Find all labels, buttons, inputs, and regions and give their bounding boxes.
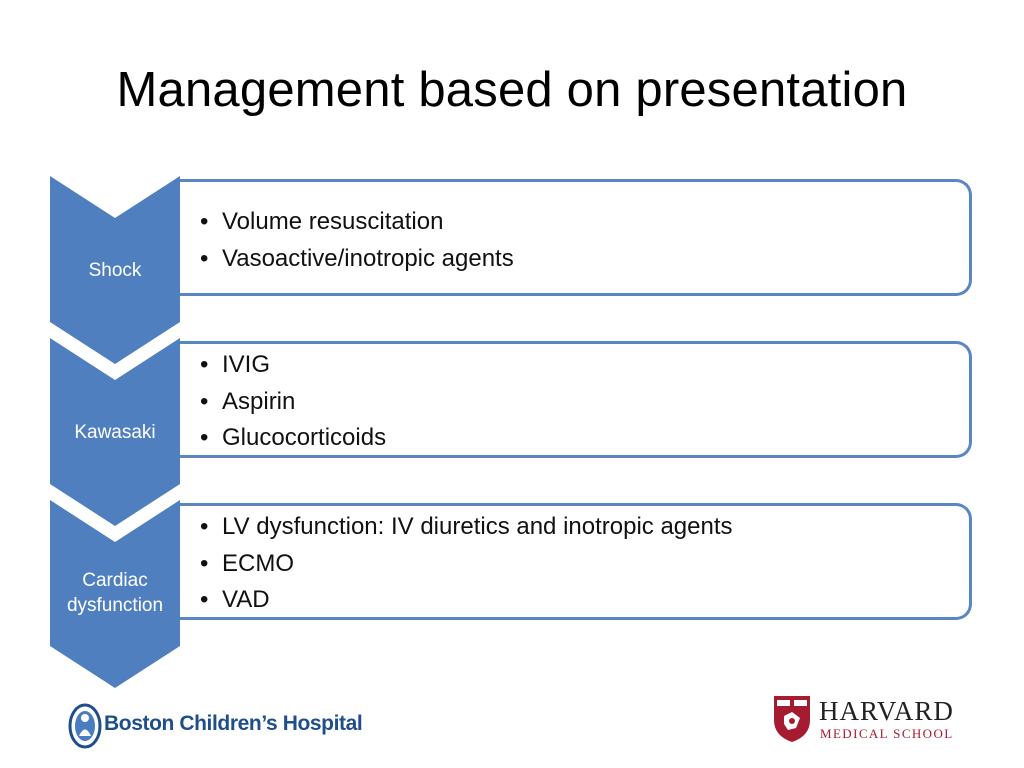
bullet-icon: • [200, 208, 209, 235]
list-item: • LV dysfunction: IV diuretics and inotropic agents [200, 509, 733, 546]
chevron-cardiac-dysfunction [50, 500, 180, 688]
list-item: • Glucocorticoids [200, 420, 386, 457]
slide-title: Management based on presentation [116, 63, 908, 117]
list-item: • VAD [200, 582, 733, 619]
chevron-label: Kawasaki [74, 422, 156, 443]
boston-childrens-logo [68, 703, 363, 749]
bullet-icon: • [200, 586, 209, 613]
boston-childrens-emblem-icon [68, 703, 102, 749]
harvard-wordmark: HARVARD [819, 696, 954, 726]
list-item: • Aspirin [200, 384, 386, 421]
list-item: • Vasoactive/inotropic agents [200, 241, 514, 278]
bullet-icon: • [200, 424, 209, 451]
boston-childrens-text: Boston Children’s Hospital [104, 712, 363, 735]
card-cardiac-dysfunction [180, 503, 972, 620]
list-item: • Volume resuscitation [200, 204, 514, 241]
chevron-kawasaki [50, 338, 180, 526]
harvard-shield-icon [772, 694, 812, 744]
bullet-icon: • [200, 351, 209, 378]
chevron-shock [50, 176, 180, 364]
list-item: • IVIG [200, 347, 386, 384]
bullet-icon: • [200, 387, 209, 415]
medical-school-wordmark: MEDICAL SCHOOL [820, 726, 954, 741]
card-shock [180, 179, 972, 296]
chevron-label: Cardiac dysfunction [66, 570, 164, 616]
chevron-label: Shock [88, 260, 142, 281]
bullet-icon: • [200, 549, 209, 577]
harvard-medical-school-logo [772, 694, 962, 744]
list-item: • ECMO [200, 546, 733, 583]
card-kawasaki [180, 341, 972, 458]
bullet-icon: • [200, 513, 209, 540]
bullet-icon: • [200, 244, 209, 272]
